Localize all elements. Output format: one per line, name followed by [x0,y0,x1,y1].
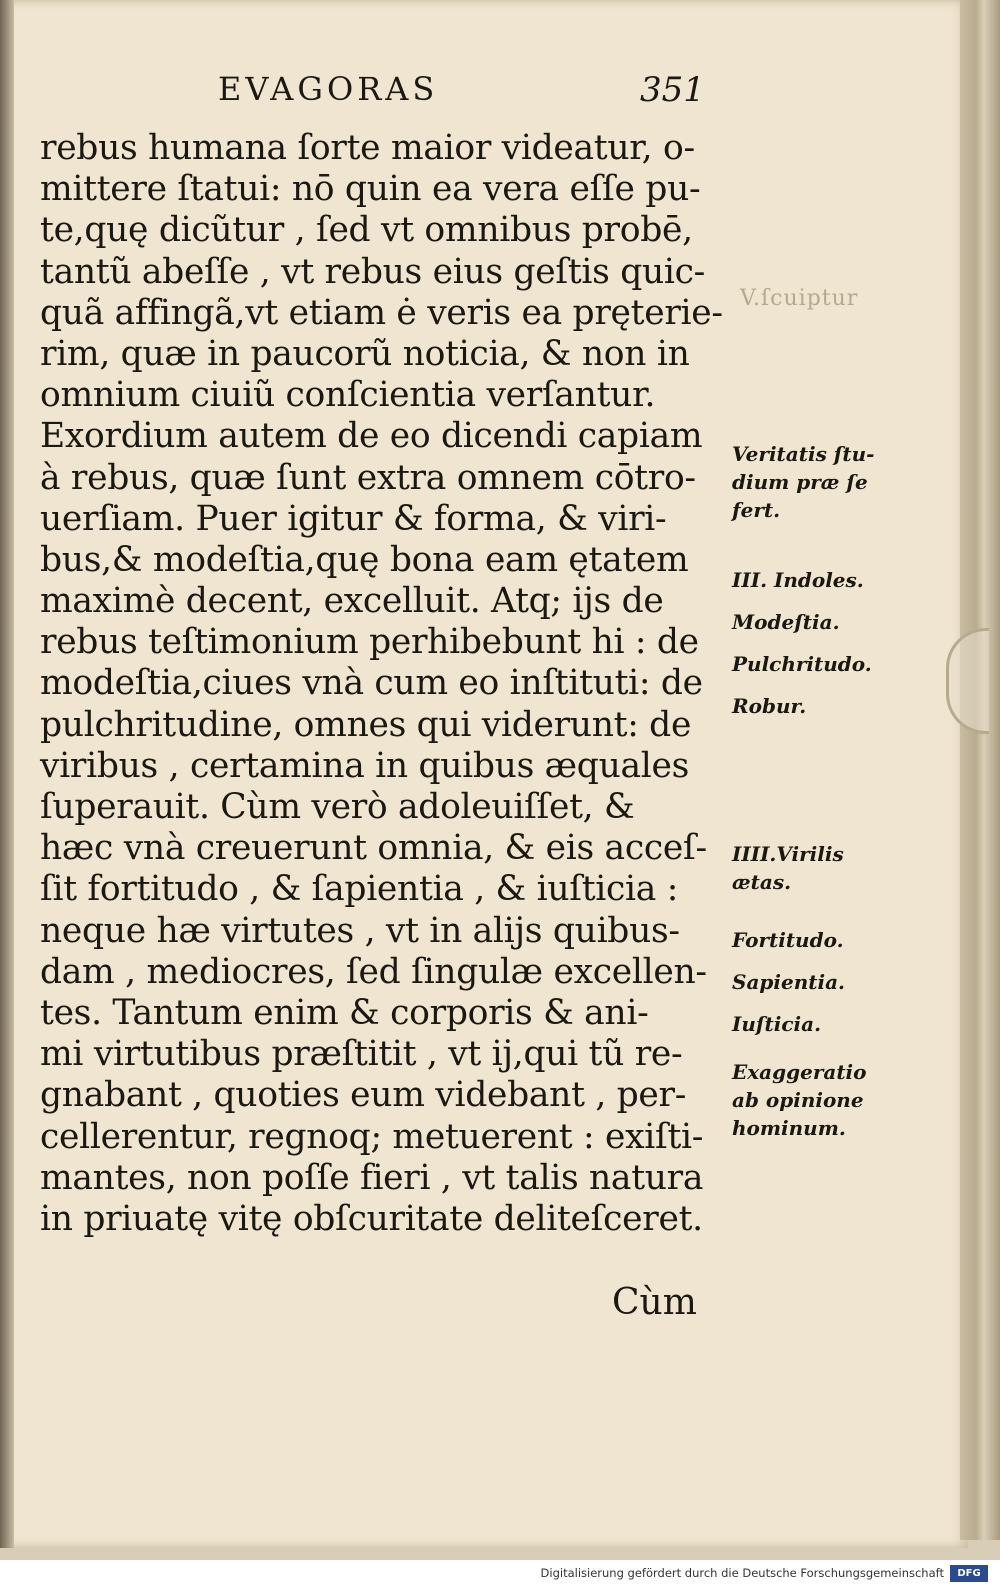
funding-credit: Digitalisierung gefördert durch die Deutsche Forschungsgemeinschaft [540,1566,944,1580]
text-line: quã affingã,vt etiam ė veris ea pręterie- [40,292,723,333]
marginal-note [732,566,864,594]
text-line: gnabant , quoties eum videbant , per- [40,1075,687,1116]
text-line: rebus humana ſorte maior videatur, o- [40,128,695,168]
text-line: à rebus, quæ ſunt extra omnem cōtro- [40,457,696,498]
marginal-note-line: Iuſticia. [732,1012,822,1036]
bleed-through-text: V.ſcuiptur [740,286,859,311]
marginal-note [732,440,874,524]
marginal-note [732,692,806,720]
text-line: te,quę dicũtur , ſed vt omnibus probē, [40,210,693,251]
text-line: rim, quæ in paucorũ noticia, & non in [40,333,690,374]
marginal-note-line: ab opinione [732,1088,864,1112]
marginal-note-line: III. Indoles. [732,568,864,592]
text-line: tes. Tantum enim & corporis & ani- [40,992,649,1033]
marginal-note-line: Pulchritudo. [732,652,872,676]
text-line: modeſtia,ciues vnà cum eo inſtituti: de [40,663,703,704]
page-gutter-shadow [0,0,14,1548]
marginal-note-line: Exaggeratio [732,1060,867,1084]
body-text [40,128,730,1240]
text-line: cellerentur, regnoq; metuerent : exiſti- [40,1116,704,1157]
marginal-note-line: Sapientia. [732,970,846,994]
dfg-logo: DFG [950,1565,988,1582]
marginal-note [732,650,872,678]
marginal-note-line: Fortitudo. [732,928,844,952]
text-line: mi virtutibus præſtitit , vt ij,qui tũ re- [40,1034,683,1075]
text-line: ſit fortitudo , & ſapientia , & iuſticia : [40,869,679,910]
marginal-note [732,926,844,954]
text-line: neque hæ virtutes , vt in alijs quibus- [40,910,680,951]
marginal-note [732,840,844,896]
marginal-note-line: ætas. [732,870,792,894]
marginal-note [732,1058,867,1142]
marginal-note-line: Robur. [732,694,807,718]
running-head: EVAGORAS [218,70,439,108]
text-line: ſuperauit. Cùm verò adoleuiſſet, & [40,787,635,827]
text-line: maximè decent, excelluit. Atq; ijs de [40,581,664,622]
text-line: in priuatę vitę obſcuritate deliteſceret. [40,1198,703,1239]
marginal-note-line: hominum. [732,1116,846,1140]
marginal-note-line: fert. [732,498,781,522]
book-spine-edge [960,0,1000,1540]
folio-number: 351 [640,70,705,110]
marginal-note-line: dium præ ſe [732,470,868,494]
marginal-note [732,968,845,996]
text-line: rebus teſtimonium perhibebunt hi : de [40,622,699,663]
text-line: viribus , certamina in quibus æquales [40,745,690,786]
text-line: mantes, non poſſe fieri , vt talis natura [40,1157,704,1198]
text-line: mittere ſtatui: nō quin ea vera eſſe pu- [40,169,701,210]
text-line: Exordium autem de eo dicendi capiam [40,416,703,457]
text-line: dam , mediocres, ſed ſingulæ excellen- [40,951,707,992]
text-line: tantũ abeſſe , vt rebus eius geſtis quic- [40,251,706,292]
text-line: hæc vnà creuerunt omnia, & eis acceſ- [40,828,707,869]
marginal-note-line: Veritatis ſtu- [732,442,875,466]
page-header [40,70,740,114]
marginal-note-line: Modeſtia. [732,610,840,634]
marginal-note [732,1010,821,1038]
text-line: bus,& modeſtia,quę bona eam ętatem [40,539,689,580]
catchword: Cùm [612,1282,697,1323]
marginal-note [732,608,840,636]
marginal-note-line: IIII.Virilis [732,842,844,866]
text-line: omnium ciuiũ conſcientia verſantur. [40,375,656,416]
text-line: uerſiam. Puer igitur & forma, & viri- [40,498,667,539]
digitization-footer [0,1560,1000,1588]
text-line: pulchritudine, omnes qui viderunt: de [40,704,692,745]
